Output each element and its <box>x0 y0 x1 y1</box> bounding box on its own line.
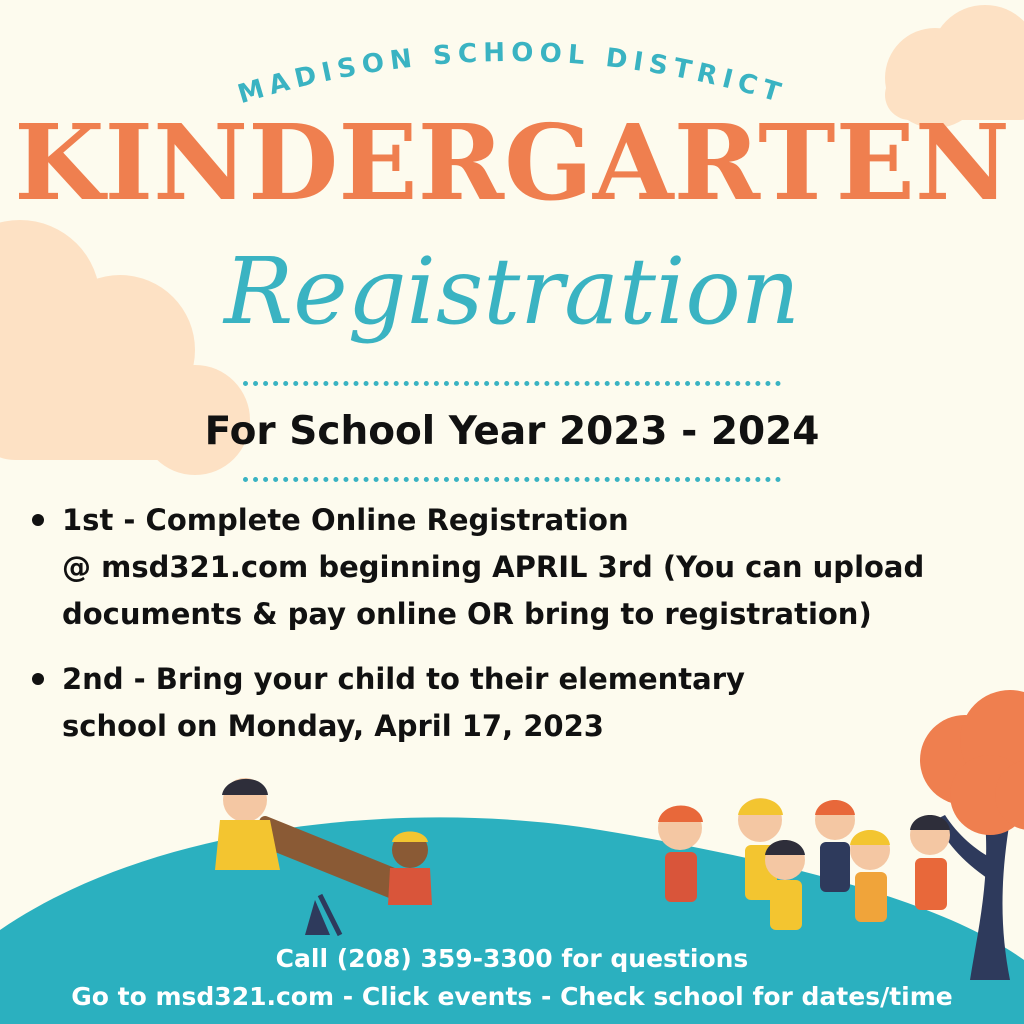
step-2 <box>30 656 1010 750</box>
school-year-heading: For School Year 2023 - 2024 <box>204 409 820 454</box>
step-1 <box>30 497 1010 638</box>
divider-top <box>243 381 781 386</box>
step-1-line-1: 1st - Complete Online Registration <box>62 503 629 537</box>
page-subtitle: Registration <box>223 238 801 345</box>
bullet-icon <box>32 514 44 526</box>
footer <box>0 940 1024 1016</box>
step-1-line-3: documents & pay online OR bring to registration) <box>62 597 872 631</box>
footer-phone: Call (208) 359-3300 for questions <box>275 944 749 973</box>
step-2-line-1: 2nd - Bring your child to their elementary <box>62 662 745 696</box>
bullet-icon <box>32 673 44 685</box>
divider-bottom <box>243 477 781 482</box>
step-2-line-2: school on Monday, April 17, 2023 <box>62 709 604 743</box>
step-1-line-2: @ msd321.com beginning APRIL 3rd (You can upload <box>62 550 925 584</box>
svg-text:MADISON SCHOOL DISTRICT: MADISON SCHOOL DISTRICT <box>234 37 790 111</box>
page-title: KINDERGARTEN <box>14 101 1010 224</box>
steps-list <box>30 497 1010 750</box>
footer-web: Go to msd321.com - Click events - Check school for dates/time <box>71 982 953 1011</box>
